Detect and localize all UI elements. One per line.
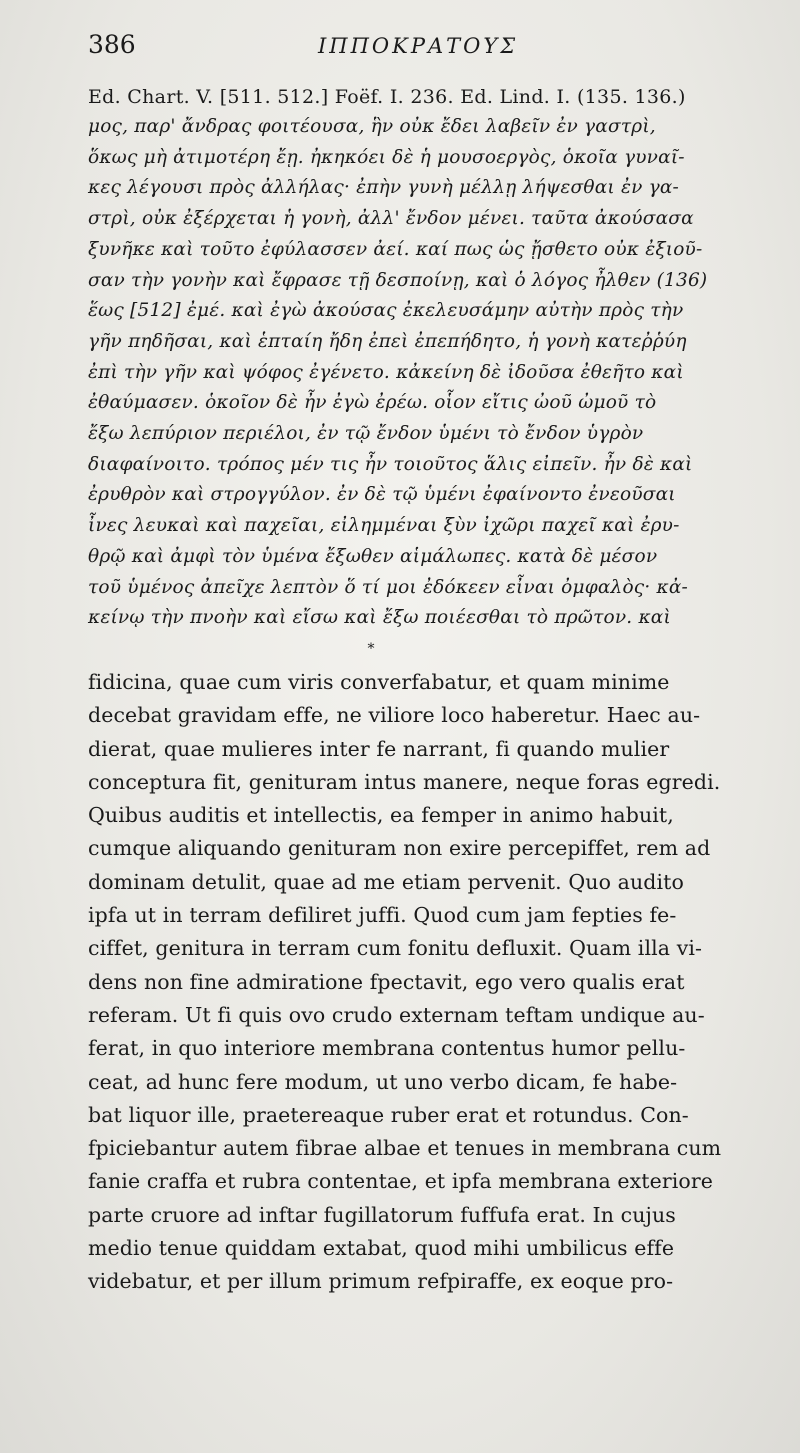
greek-text-line: ξυνῆκε καὶ τοῦτο ἐφύλασσεν ἀεί. καί πως ὡς ᾔσθετο οὐκ ἐξιοῦ- xyxy=(88,238,703,260)
latin-text-line: videbatur, et per illum primum refpiraffe, ex eoque pro- xyxy=(88,1269,674,1294)
greek-text-line: ἐρυθρὸν καὶ στρογγύλον. ἐν δὲ τῷ ὑμένι ἐφαίνοντο ἐνεοῦσαι xyxy=(88,484,676,506)
latin-lines xyxy=(88,666,764,1299)
greek-text-line: κείνῳ τὴν πνοὴν καὶ εἴσω καὶ ἔξω ποιέεσθαι τὸ πρῶτον. καὶ xyxy=(88,607,671,629)
latin-text-line: ceat, ad hunc fere modum, ut uno verbo dicam, fe habe- xyxy=(88,1069,678,1094)
greek-text-line: ἐπὶ τὴν γῆν καὶ ψόφος ἐγένετο. κἀκείνη δὲ ἰδοῦσα ἐθεῆτο καὶ xyxy=(88,361,684,383)
page-number: 386 xyxy=(88,30,136,59)
edition-reference-line: Ed. Chart. V. [511. 512.] Foëf. I. 236. Ed. Lind. I. (135. 136.) xyxy=(88,86,686,108)
latin-text-line: fpiciebantur autem fibrae albae et tenues in membrana cum xyxy=(88,1136,722,1161)
greek-text-line: διαφαίνοιτο. τρόπος μέν τις ἦν τοιοῦτος ἅλις εἰπεῖν. ἦν δὲ καὶ xyxy=(88,453,693,475)
greek-text-line: ἶνες λευκαὶ καὶ παχεῖαι, εἰλημμέναι ξὺν ἰχῶρι παχεῖ καὶ ἐρυ- xyxy=(88,515,680,537)
latin-text-line: dierat, quae mulieres inter fe narrant, fi quando mulier xyxy=(88,736,670,761)
section-divider-mark: * xyxy=(367,640,375,657)
latin-text-block xyxy=(88,666,764,1299)
greek-text-line: τοῦ ὑμένος ἀπεῖχε λεπτὸν ὅ τί μοι ἐδόκεεν εἶναι ὀμφαλὸς· κἀ- xyxy=(88,576,689,598)
running-title: ΙΠΠΟΚΡΑΤΟΥΣ xyxy=(318,34,519,58)
greek-lines xyxy=(88,112,764,634)
greek-text-line: μος, παρ' ἄνδρας φοιτέουσα, ἣν οὐκ ἔδει λαβεῖν ἐν γαστρὶ, xyxy=(88,116,656,137)
latin-text-line: ferat, in quo interiore membrana contentus humor pellu- xyxy=(88,1036,686,1061)
latin-text-line: parte cruore ad inftar fugillatorum fuffufa erat. In cujus xyxy=(88,1202,676,1227)
greek-text-line: στρὶ, οὐκ ἐξέρχεται ἡ γονὴ, ἀλλ' ἔνδον μένει. ταῦτα ἀκούσασα xyxy=(88,208,694,230)
page-header xyxy=(88,30,764,78)
latin-text-line: decebat gravidam effe, ne viliore loco haberetur. Haec au- xyxy=(88,703,701,728)
greek-text-line: γῆν πηδῆσαι, καὶ ἑπταίη ἤδη ἐπεὶ ἐπεπήδητο, ἡ γονὴ κατεῤῥύη xyxy=(88,330,687,352)
latin-text-line: medio tenue quiddam extabat, quod mihi umbilicus effe xyxy=(88,1236,675,1260)
greek-text-line: ἐθαύμασεν. ὁκοῖον δὲ ἦν ἐγὼ ἐρέω. οἷον εἴτις ὠοῦ ὠμοῦ τὸ xyxy=(88,392,657,414)
latin-text-line: referam. Ut fi quis ovo crudo externam teftam undique au- xyxy=(88,1002,705,1027)
latin-text-line: ipfa ut in terram defiliret juffi. Quod cum jam fepties fe- xyxy=(88,903,677,928)
greek-text-block xyxy=(88,82,764,634)
latin-text-line: cumque aliquando genituram non exire percepiffet, rem ad xyxy=(88,836,711,861)
latin-text-line: dominam detulit, quae ad me etiam pervenit. Quo audito xyxy=(88,869,684,894)
greek-text-line: σαν τὴν γονὴν καὶ ἔφρασε τῇ δεσποίνῃ, καὶ ὁ λόγος ἦλθεν (136) xyxy=(88,269,708,291)
greek-text-line: κες λέγουσι πρὸς ἀλλήλας· ἐπὴν γυνὴ μέλλῃ λήψεσθαι ἐν γα- xyxy=(88,177,680,199)
greek-text-line: ἕως [512] ἐμέ. καὶ ἐγὼ ἀκούσας ἐκελευσάμην αὐτὴν πρὸς τὴν xyxy=(88,300,684,322)
latin-text-line: Quibus auditis et intellectis, ea femper in animo habuit, xyxy=(88,803,674,828)
latin-text-line: conceptura fit, genituram intus manere, neque foras egredi. xyxy=(88,769,721,794)
greek-text-line: ἔξω λεπύριον περιέλοι, ἐν τῷ ἔνδον ὑμένι τὸ ἔνδον ὑγρὸν xyxy=(88,423,644,445)
latin-text-line: ciffet, genitura in terram cum fonitu defluxit. Quam illa vi- xyxy=(88,936,703,961)
latin-text-line: fanie craffa et rubra contentae, et ipfa membrana exteriore xyxy=(88,1169,713,1194)
latin-text-line: dens non fine admiratione fpectavit, ego vero qualis erat xyxy=(88,969,685,994)
greek-text-line: ὅκως μὴ ἀτιμοτέρη ἔῃ. ἠκηκόει δὲ ἡ μουσοεργὸς, ὁκοῖα γυναῖ- xyxy=(88,146,685,168)
latin-text-line: bat liquor ille, praetereaque ruber erat et rotundus. Con- xyxy=(88,1102,689,1127)
latin-text-line: fidicina, quae cum viris converfabatur, et quam minime xyxy=(88,669,670,694)
greek-text-line: θρῷ καὶ ἀμφὶ τὸν ὑμένα ἔξωθεν αἱμάλωπες. κατὰ δὲ μέσον xyxy=(88,545,658,567)
